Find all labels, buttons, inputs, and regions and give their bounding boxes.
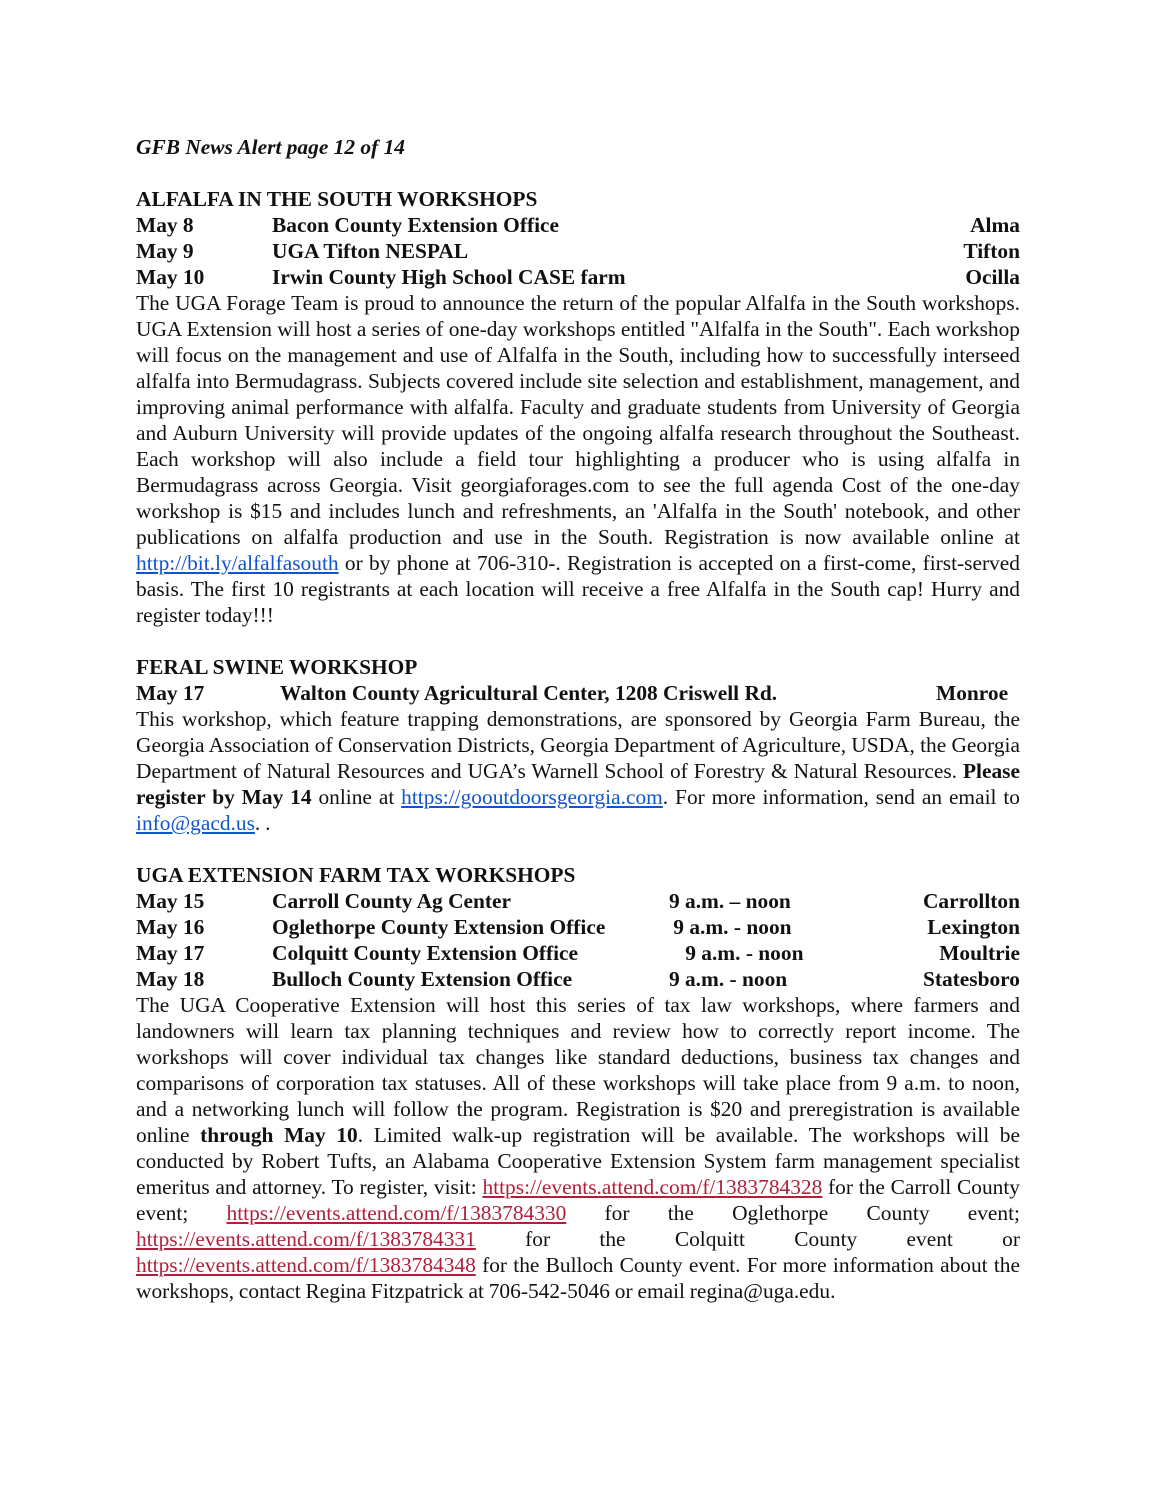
gacd-email-link[interactable]: info@gacd.us — [136, 811, 255, 835]
alfalfa-body-text: The UGA Forage Team is proud to announce the return of the popular Alfalfa in the South workshops. UGA Extension will host a series of one-day workshops entitled "Alfalfa in the South". Each workshop will focus on the management and use of Alfalfa in the South, including how to successfully interseed alfalfa into Bermudagrass. Subjects covered include site selection and establishment, management, and improving animal performance with alfalfa. Faculty and graduate students from University of Georgia and Auburn University will provide updates of the ongoing alfalfa research throughout the Southeast. Each workshop will also include a field tour highlighting a producer who is using alfalfa in Bermudagrass across Georgia. Visit georgiaforages.com to see the full agenda Cost of the one-day workshop is $15 and includes lunch and refreshments, an 'Alfalfa in the South' notebook, and other publications on alfalfa production and use in the South. Registration is now available online at — [136, 291, 1020, 549]
event-date: May 17 — [136, 941, 205, 965]
feral-swine-body-text: online at — [311, 785, 402, 809]
event-location: Walton County Agricultural Center, 1208 Criswell Rd. — [280, 681, 778, 705]
event-location: Irwin County High School CASE farm — [272, 265, 626, 289]
event-town: Ocilla — [965, 265, 1020, 289]
event-town: Monroe — [936, 681, 1009, 705]
event-date: May 15 — [136, 889, 205, 913]
bulloch-registration-link[interactable]: https://events.attend.com/f/1383784348 — [136, 1253, 476, 1277]
colquitt-registration-link[interactable]: https://events.attend.com/f/1383784331 — [136, 1227, 476, 1251]
event-row — [136, 212, 1020, 238]
event-date: May 16 — [136, 915, 205, 939]
farm-tax-body-text: The UGA Cooperative Extension will host this series of tax law workshops, where farmers and landowners will learn tax planning techniques and review how to correctly report income. The workshops will cover individual tax changes like standard deductions, business tax changes and comparisons of corporation tax statuses. All of these workshops will take place from 9 a.m. to noon, and a networking lunch will follow the program. Registration is $20 and preregistration is available online — [136, 993, 1020, 1147]
event-town: Statesboro — [922, 967, 1020, 991]
alfalfa-body-text-end: or by phone at 706-310-. Registration is accepted on a first-come, first-served basis. The first 10 registrants at each location will receive a free Alfalfa in the South cap! Hurry and register today!!! — [136, 551, 1020, 627]
event-date: May 8 — [136, 213, 194, 237]
event-location: Oglethorpe County Extension Office — [272, 915, 606, 939]
event-time: 9 a.m. - noon — [668, 967, 788, 991]
event-town: Lexington — [927, 915, 1020, 939]
event-location: Carroll County Ag Center — [272, 889, 512, 913]
farm-tax-body-text: for the Colquitt County event or — [475, 1227, 1020, 1251]
event-row — [136, 940, 1020, 966]
alfalfa-description — [136, 290, 1020, 628]
oglethorpe-registration-link[interactable]: https://events.attend.com/f/1383784330 — [226, 1201, 567, 1225]
preregistration-deadline: through May 10 — [200, 1123, 358, 1147]
event-town: Moultrie — [939, 941, 1020, 965]
alfalfa-registration-link[interactable]: http://bit.ly/alfalfasouth — [136, 551, 339, 575]
alfalfa-section — [136, 186, 1020, 628]
gooutdoorsgeorgia-link[interactable]: https://gooutdoorsgeorgia.com — [401, 785, 663, 809]
event-date: May 9 — [136, 239, 194, 263]
event-row — [136, 914, 1020, 940]
event-row — [136, 264, 1020, 290]
farm-tax-body-text-end: for the Bulloch County event. For more information about the workshops, contact Regina Fitzpatrick at 706-542-5046 or email regina@uga.edu. — [136, 1253, 1020, 1303]
event-row — [136, 966, 1020, 992]
event-time: 9 a.m. - noon — [673, 915, 792, 939]
newsletter-page — [136, 134, 1020, 1330]
feral-swine-section — [136, 654, 1020, 836]
farm-tax-body-text: for the Oglethorpe County event; — [566, 1201, 1020, 1225]
event-date: May 10 — [136, 265, 205, 289]
event-location: Colquitt County Extension Office — [272, 941, 579, 965]
feral-swine-section-title: FERAL SWINE WORKSHOP — [136, 655, 418, 679]
event-town: Tifton — [963, 239, 1020, 263]
feral-swine-body-text: . For more information, send an email to — [662, 785, 1020, 809]
event-town: Alma — [970, 213, 1020, 237]
event-time: 9 a.m. - noon — [685, 941, 804, 965]
feral-swine-description — [136, 706, 1020, 836]
farm-tax-section-title: UGA EXTENSION FARM TAX WORKSHOPS — [136, 863, 576, 887]
alfalfa-section-title: ALFALFA IN THE SOUTH WORKSHOPS — [136, 187, 538, 211]
event-location: Bulloch County Extension Office — [272, 967, 573, 991]
farm-tax-section — [136, 862, 1020, 1304]
farm-tax-description — [136, 992, 1020, 1304]
feral-swine-body-text: This workshop, which feature trapping demonstrations, are sponsored by Georgia Farm Bureau, the Georgia Association of Conservation Districts, Georgia Department of Agriculture, USDA, the Georgia Department of Natural Resources and UGA’s Warnell School of Forestry & Natural Resources. — [136, 707, 1020, 783]
carroll-registration-link[interactable]: https://events.attend.com/f/1383784328 — [482, 1175, 823, 1199]
feral-swine-body-text-end: . . — [254, 811, 271, 835]
event-date: May 17 — [136, 681, 205, 705]
event-location: Bacon County Extension Office — [272, 213, 559, 237]
event-row — [136, 238, 1020, 264]
page-header: GFB News Alert page 12 of 14 — [136, 135, 405, 159]
farm-tax-body-text: for the Carroll County event; — [136, 1175, 1020, 1225]
farm-tax-body-text: . Limited walk-up registration will be available. The workshops will be conducted by Robert Tufts, an Alabama Cooperative Extension System farm management specialist emeritus and attorney. To register, visit: — [136, 1123, 1020, 1199]
registration-deadline: Please register by May 14 — [136, 759, 1020, 809]
event-row — [136, 888, 1020, 914]
event-date: May 18 — [136, 967, 205, 991]
event-time: 9 a.m. – noon — [668, 889, 791, 913]
event-location: UGA Tifton NESPAL — [272, 239, 469, 263]
event-town: Carrollton — [922, 889, 1020, 913]
event-row — [136, 680, 1020, 706]
